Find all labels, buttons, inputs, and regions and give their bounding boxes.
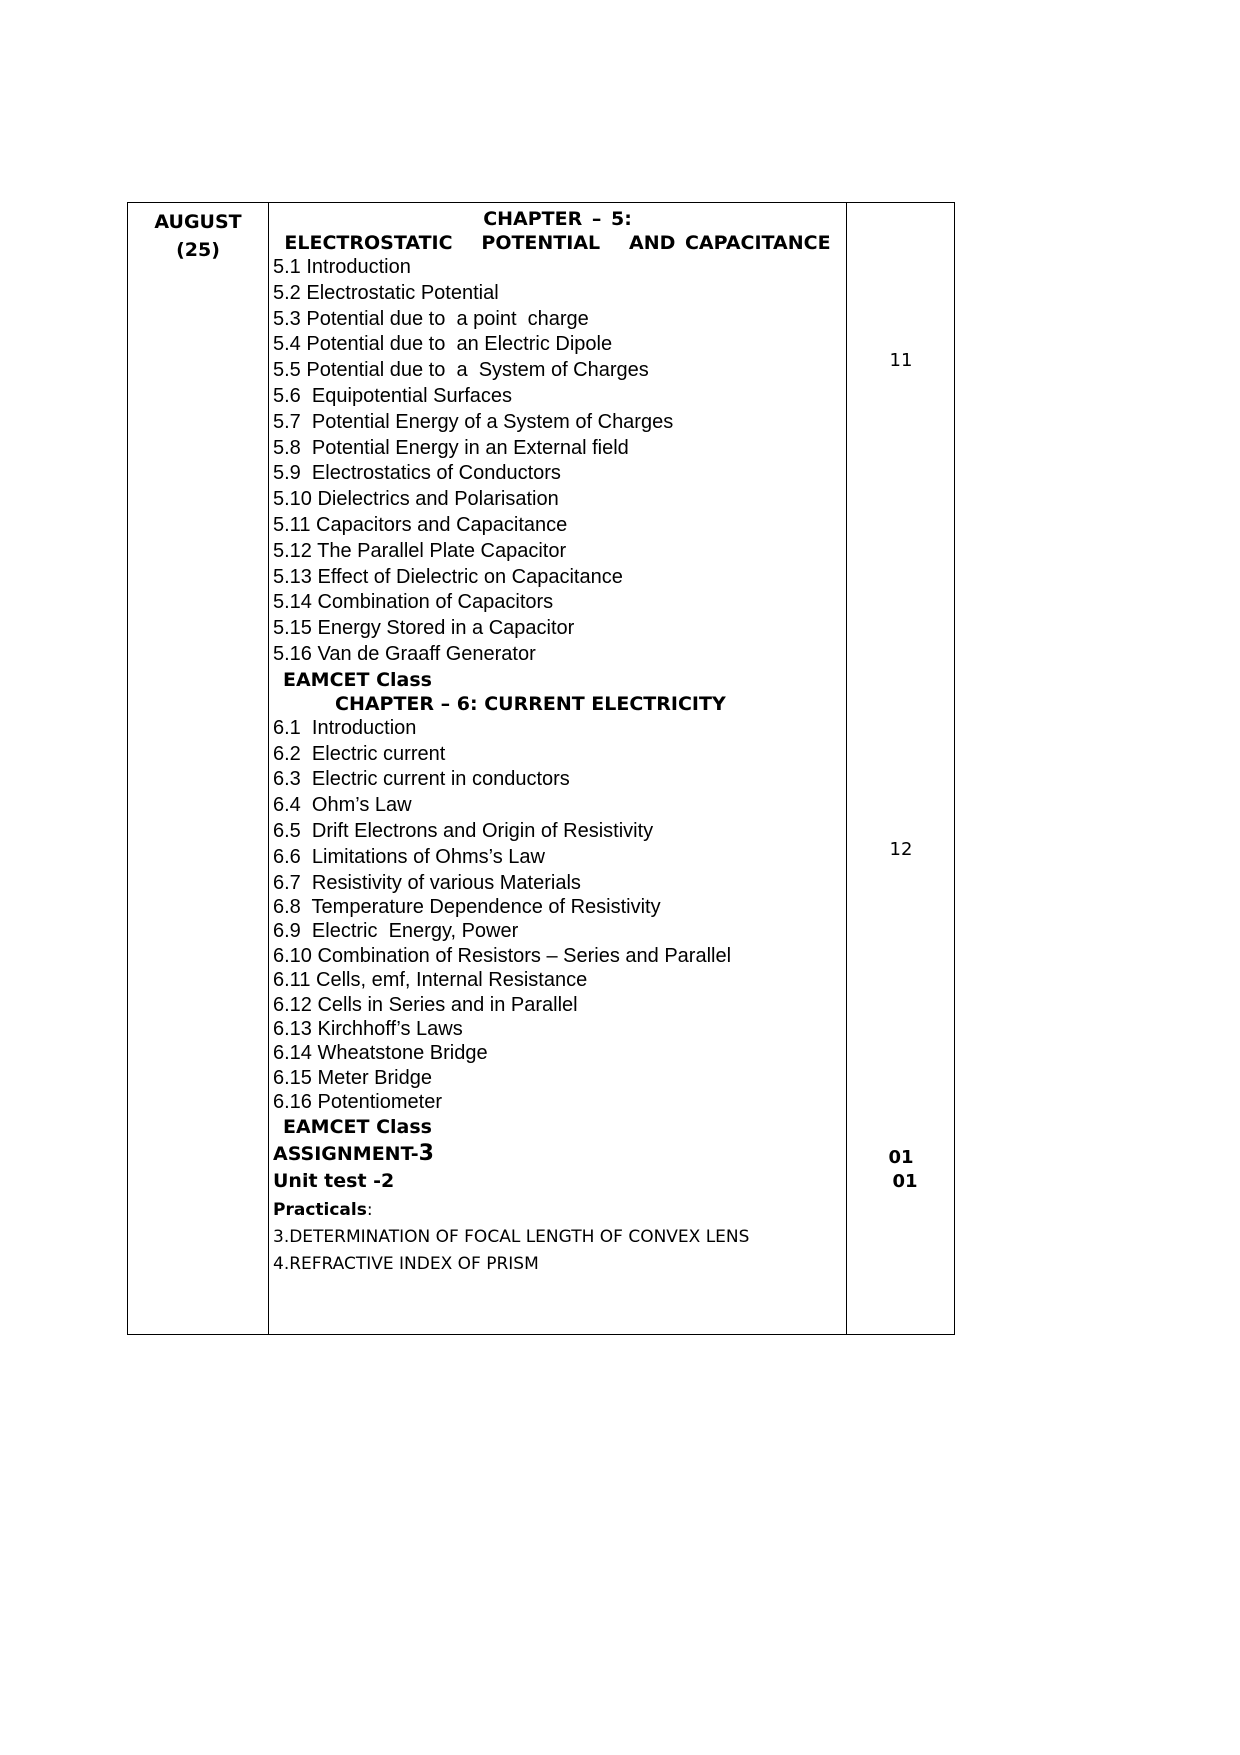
list-item: 5.16 Van de Graaff Generator — [273, 642, 536, 665]
list-item: 5.12 The Parallel Plate Capacitor — [273, 539, 567, 562]
practical-item: 3.DETERMINATION OF FOCAL LENGTH OF CONVEX LENS — [273, 1226, 750, 1247]
list-item: 5.3 Potential due to a point charge — [273, 307, 589, 330]
list-item: 6.5 Drift Electrons and Origin of Resistivity — [273, 819, 654, 842]
list-item: 6.3 Electric current in conductors — [273, 768, 570, 791]
list-item: 5.1 Introduction — [273, 256, 411, 278]
list-item: 5.13 Effect of Dielectric on Capacitance — [273, 565, 623, 588]
chapter6-eamcet-class: EAMCET Class — [283, 1115, 432, 1138]
assignment-label: ASSIGNMENT- — [273, 1142, 419, 1165]
practical-item: 4.REFRACTIVE INDEX OF PRISM — [273, 1253, 539, 1274]
list-item: 6.16 Potentiometer — [273, 1091, 442, 1114]
list-item: 5.8 Potential Energy in an External field — [273, 436, 629, 459]
list-item: 5.5 Potential due to a System of Charges — [273, 359, 649, 382]
list-item: 6.6 Limitations of Ohms’s Law — [273, 845, 545, 868]
list-item: 5.4 Potential due to an Electric Dipole — [273, 333, 613, 356]
chapter6-heading: CHAPTER – 6: CURRENT ELECTRICITY — [335, 692, 726, 715]
chapter6-topic-list — [273, 716, 846, 1115]
periods-cell — [847, 203, 955, 1335]
list-item: 6.13 Kirchhoff’s Laws — [273, 1017, 463, 1040]
list-item: 5.11 Capacitors and Capacitance — [273, 513, 568, 536]
month-name: AUGUST — [154, 211, 242, 233]
unit-test-periods: 01 — [892, 1171, 918, 1192]
chapter5-eamcet-class: EAMCET Class — [283, 668, 432, 691]
list-item: 6.1 Introduction — [273, 716, 417, 739]
list-item: 6.7 Resistivity of various Materials — [273, 871, 581, 894]
lesson-plan-table — [127, 202, 955, 1335]
list-item: 5.2 Electrostatic Potential — [273, 281, 499, 304]
month-cell — [128, 203, 269, 1335]
assignment — [273, 1141, 846, 1167]
list-item: 6.10 Combination of Resistors – Series and Parallel — [273, 944, 732, 967]
list-item: 5.9 Electrostatics of Conductors — [273, 462, 561, 485]
chapter6-periods: 12 — [889, 839, 913, 860]
topics-cell — [269, 203, 847, 1335]
list-item: 5.15 Energy Stored in a Capacitor — [273, 617, 575, 640]
assignment-periods: 01 — [888, 1147, 914, 1168]
list-item: 6.15 Meter Bridge — [273, 1066, 432, 1089]
list-item: 5.6 Equipotential Surfaces — [273, 384, 513, 407]
list-item: 5.10 Dielectrics and Polarisation — [273, 488, 559, 511]
list-item: 6.4 Ohm’s Law — [273, 794, 412, 817]
list-item: 5.14 Combination of Capacitors — [273, 591, 554, 614]
list-item: 6.12 Cells in Series and in Parallel — [273, 993, 578, 1016]
list-item: 6.8 Temperature Dependence of Resistivity — [273, 895, 661, 918]
practicals-label: Practicals — [273, 1199, 367, 1220]
unit-test: Unit test -2 — [273, 1169, 395, 1192]
practicals-heading: Practicals: — [273, 1199, 373, 1220]
chapter5-title: ELECTROSTATIC POTENTIAL AND CAPACITANCE — [284, 232, 831, 254]
assignment-number: 3 — [418, 1140, 434, 1166]
month-days: (25) — [176, 239, 220, 261]
chapter5-topic-list — [273, 255, 846, 668]
chapter5-heading: CHAPTER – 5: — [483, 208, 632, 230]
list-item: 6.14 Wheatstone Bridge — [273, 1042, 488, 1065]
list-item: 6.9 Electric Energy, Power — [273, 920, 519, 943]
chapter5-periods: 11 — [889, 350, 913, 371]
list-item: 6.2 Electric current — [273, 742, 446, 765]
list-item: 6.11 Cells, emf, Internal Resistance — [273, 969, 588, 992]
list-item: 5.7 Potential Energy of a System of Charges — [273, 410, 674, 433]
table-row — [128, 203, 955, 1335]
